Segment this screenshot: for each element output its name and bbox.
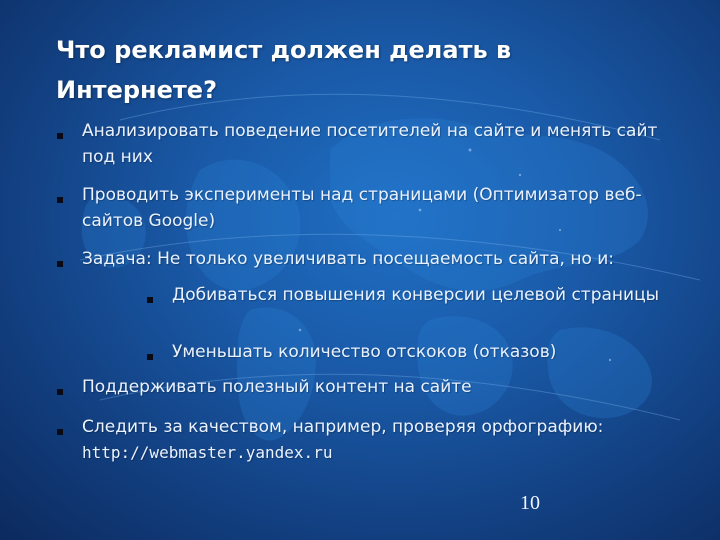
slide-title: Что рекламист должен делать в Интернете? [56,36,512,104]
bullet-marker [57,429,63,435]
sub-bullet-conversion: Добиваться повышения конверсии целевой страницы [172,285,660,305]
bullet-experiments: Проводить эксперименты над страницами (Оптимизатор веб-сайтов Google) [82,185,642,231]
bullet-quality [82,414,682,466]
sub-bullet-marker [147,297,153,303]
bullet-task: Задача: Не только увеличивать посещаемость сайта, но и: [82,249,615,269]
bullet-marker [57,389,63,395]
bullet-marker [57,197,63,203]
bullet-quality-text: Следить за качеством, например, проверяя орфографию: [82,417,604,437]
sub-bullet-bounces: Уменьшать количество отскоков (отказов) [172,342,557,362]
bullet-content: Поддерживать полезный контент на сайте [82,377,472,397]
sub-bullet-marker [147,354,153,360]
bullet-analyze-visitors: Анализировать поведение посетителей на сайте и менять сайт под них [82,121,658,167]
bullet-marker [57,133,63,139]
page-number: 10 [520,492,540,514]
webmaster-link[interactable]: http://webmaster.yandex.ru [82,443,333,462]
bullet-marker [57,261,63,267]
